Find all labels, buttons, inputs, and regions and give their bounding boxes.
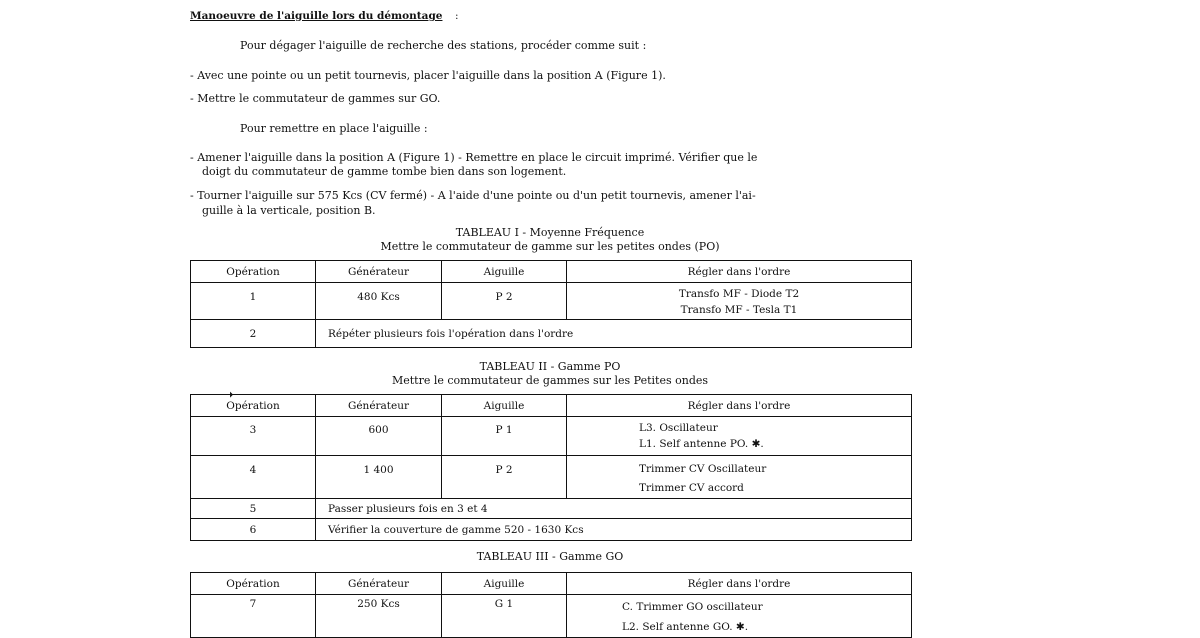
bullet-3-line-1: - Amener l'aiguille dans la position A (Figure 1) - Remettre en place le circuit imprimé. Vérifier que le — [190, 151, 758, 164]
cell-operation: 4 — [191, 456, 316, 499]
table-row — [191, 499, 912, 519]
table-row — [191, 320, 912, 348]
bullet-4-line-2: guille à la verticale, position B. — [202, 204, 376, 217]
table-row — [191, 417, 912, 456]
regler-line: C. Trimmer GO oscillateur — [622, 601, 763, 613]
cell-regler — [567, 417, 912, 456]
table-1 — [190, 260, 912, 348]
cell-operation: 7 — [191, 595, 316, 638]
table-2-title: TABLEAU II - Gamme PO — [479, 360, 621, 373]
heading-colon: : — [455, 10, 459, 22]
regler-line: Trimmer CV Oscillateur — [639, 463, 767, 475]
cell-operation: 1 — [191, 283, 316, 320]
arrow-mark-icon: ➝ — [222, 387, 234, 403]
table-header-row — [191, 573, 912, 595]
table-2-subtitle: Mettre le commutateur de gammes sur les Petites ondes — [391, 374, 709, 387]
cell-operation: 6 — [191, 519, 316, 541]
col-header-aiguille: Aiguille — [442, 573, 567, 595]
cell-aiguille: P 2 — [442, 283, 567, 320]
table-3-title: TABLEAU III - Gamme GO — [476, 550, 624, 563]
col-header-regler: Régler dans l'ordre — [567, 573, 912, 595]
table-header-row — [191, 261, 912, 283]
table-row — [191, 456, 912, 499]
table-2 — [190, 394, 912, 541]
table-header-row — [191, 395, 912, 417]
cell-regler — [567, 595, 912, 638]
regler-line: Transfo MF - Tesla T1 — [680, 304, 798, 316]
bullet-2: - Mettre le commutateur de gammes sur GO. — [190, 92, 441, 105]
col-header-regler: Régler dans l'ordre — [567, 395, 912, 417]
regler-line: L1. Self antenne PO. ✱. — [639, 438, 764, 450]
cell-aiguille: G 1 — [442, 595, 567, 638]
bullet-3-line-2: doigt du commutateur de gamme tombe bien dans son logement. — [202, 165, 567, 178]
cell-generateur: 480 Kcs — [316, 283, 442, 320]
col-header-regler: Régler dans l'ordre — [567, 261, 912, 283]
paragraph-intro: Pour dégager l'aiguille de recherche des stations, procéder comme suit : — [240, 39, 647, 52]
cell-generateur: 1 400 — [316, 456, 442, 499]
bullet-1: - Avec une pointe ou un petit tournevis, placer l'aiguille dans la position A (Figure 1). — [190, 69, 666, 82]
cell-span-instruction: Répéter plusieurs fois l'opération dans l'ordre — [316, 320, 912, 348]
col-header-operation: Opération — [191, 395, 316, 417]
table-row — [191, 595, 912, 638]
col-header-operation: Opération — [191, 573, 316, 595]
cell-operation: 2 — [191, 320, 316, 348]
cell-regler — [567, 283, 912, 320]
cell-generateur: 600 — [316, 417, 442, 456]
col-header-operation: Opération — [191, 261, 316, 283]
regler-line: Trimmer CV accord — [639, 482, 744, 494]
cell-aiguille: P 1 — [442, 417, 567, 456]
cell-span-instruction: Passer plusieurs fois en 3 et 4 — [316, 499, 912, 519]
col-header-aiguille: Aiguille — [442, 395, 567, 417]
regler-line: Transfo MF - Diode T2 — [678, 288, 800, 300]
cell-span-instruction: Vérifier la couverture de gamme 520 - 1630 Kcs — [316, 519, 912, 541]
bullet-4-line-1: - Tourner l'aiguille sur 575 Kcs (CV fermé) - A l'aide d'une pointe ou d'un petit tournevis, amener l'ai- — [190, 189, 756, 202]
cell-operation: 3 — [191, 417, 316, 456]
col-header-aiguille: Aiguille — [442, 261, 567, 283]
cell-generateur: 250 Kcs — [316, 595, 442, 638]
regler-line: L3. Oscillateur — [639, 422, 718, 434]
col-header-generateur: Générateur — [316, 395, 442, 417]
table-1-title: TABLEAU I - Moyenne Fréquence — [455, 226, 645, 239]
col-header-generateur: Générateur — [316, 261, 442, 283]
table-row — [191, 283, 912, 320]
table-row — [191, 519, 912, 541]
paragraph-reinstall: Pour remettre en place l'aiguille : — [240, 122, 428, 135]
table-1-subtitle: Mettre le commutateur de gamme sur les petites ondes (PO) — [380, 240, 720, 253]
cell-regler — [567, 456, 912, 499]
regler-line: L2. Self antenne GO. ✱. — [622, 621, 749, 633]
table-3 — [190, 572, 912, 638]
cell-aiguille: P 2 — [442, 456, 567, 499]
cell-operation: 5 — [191, 499, 316, 519]
col-header-generateur: Générateur — [316, 573, 442, 595]
section-heading: Manoeuvre de l'aiguille lors du démontage — [190, 10, 443, 22]
